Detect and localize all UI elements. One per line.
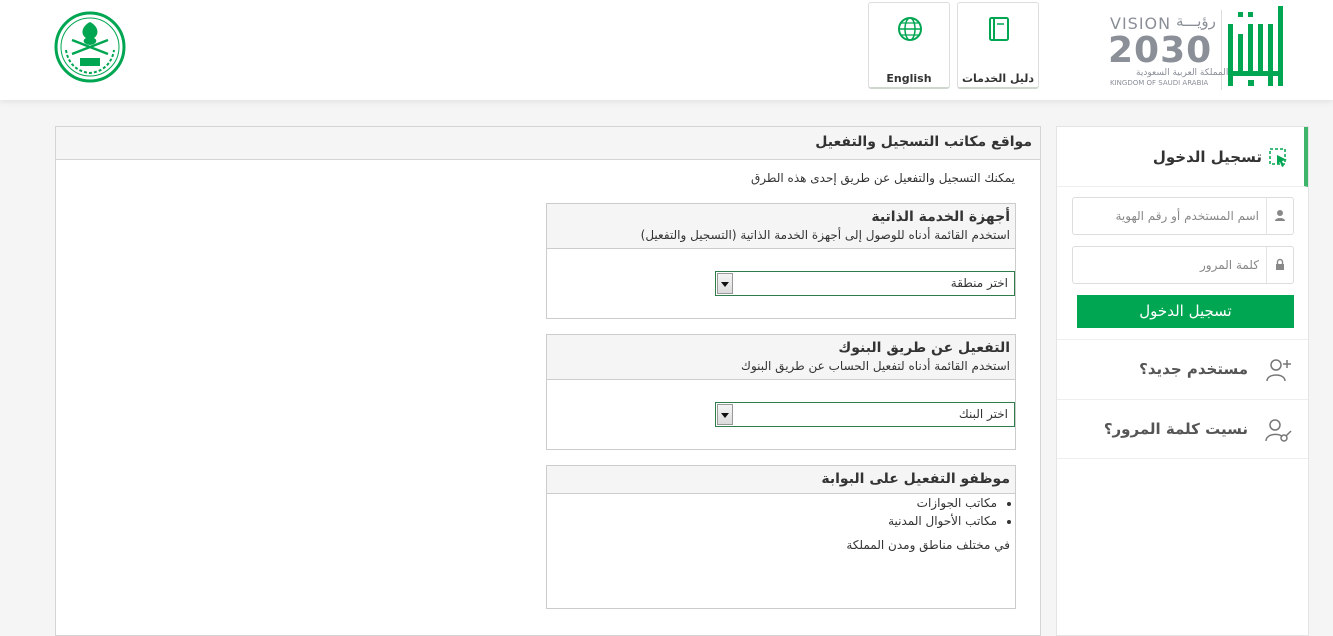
add-user-icon (1264, 356, 1292, 384)
banks-header (547, 335, 1015, 380)
region-select[interactable] (715, 271, 1015, 296)
absher-logo[interactable] (1226, 6, 1286, 92)
staff-header (547, 466, 1015, 494)
login-title: تسجيل الدخول (1152, 148, 1262, 166)
staff-title: موظفو التفعيل على البوابة (821, 471, 1010, 487)
english-language-button[interactable] (868, 2, 950, 89)
vision-ar-text: رؤيـــة (1176, 12, 1216, 30)
login-button[interactable]: تسجيل الدخول (1077, 295, 1294, 328)
kiosks-subtitle: استخدم القائمة أدناه للوصول إلى أجهزة الخدمة الذاتية (التسجيل والتفعيل) (640, 228, 1010, 242)
banks-subtitle: استخدم القائمة أدناه لتفعيل الحساب عن طريق البنوك (741, 359, 1010, 373)
username-placeholder: اسم المستخدم أو رقم الهوية (1115, 209, 1259, 223)
english-label: English (886, 72, 932, 85)
vision-year-text: 2030 (1108, 30, 1213, 71)
forgot-password-link[interactable] (1057, 399, 1308, 459)
kingdom-en-text: KINGDOM OF SAUDI ARABIA (1110, 79, 1209, 87)
staff-offices-list (547, 494, 1015, 530)
service-guide-label: دليل الخدمات (961, 72, 1035, 85)
lock-icon (1266, 247, 1293, 283)
page-title: مواقع مكاتب التسجيل والتفعيل (56, 127, 1040, 160)
staff-note: في مختلف مناطق ومدن المملكة (846, 538, 1010, 552)
new-user-label: مستخدم جديد؟ (1139, 360, 1248, 378)
vision-en-text: VISION (1110, 14, 1172, 33)
registration-offices-panel (55, 126, 1041, 636)
forgot-password-label: نسيت كلمة المرور؟ (1103, 420, 1248, 438)
kiosks-title: أجهزة الخدمة الذاتية (871, 209, 1010, 225)
kiosks-header (547, 204, 1015, 249)
book-icon (985, 15, 1013, 43)
ministry-emblem-logo (52, 10, 128, 84)
user-key-icon (1264, 416, 1292, 444)
globe-icon (896, 15, 924, 43)
login-header (1057, 127, 1308, 187)
vision-2030-logo (1106, 12, 1229, 90)
chevron-down-icon[interactable] (717, 273, 733, 294)
new-user-link[interactable] (1057, 339, 1308, 399)
password-placeholder: كلمة المرور (1199, 258, 1259, 272)
bank-select-value: اختر البنك (958, 407, 1008, 421)
intro-text: يمكنك التسجيل والتفعيل عن طريق إحدى هذه الطرق (750, 171, 1015, 185)
region-select-value: اختر منطقة (950, 276, 1008, 290)
list-item: • مكاتب الأحوال المدنية (547, 512, 997, 530)
site-header (0, 0, 1333, 100)
service-guide-button[interactable] (957, 2, 1039, 89)
kingdom-ar-text: المملكة العربية السعودية (1136, 68, 1229, 78)
cursor-select-icon (1268, 147, 1290, 169)
password-field[interactable] (1072, 246, 1294, 284)
login-sidebar (1056, 126, 1309, 636)
header-divider (1221, 10, 1222, 90)
bank-activation-section (546, 334, 1016, 450)
self-service-kiosks-section (546, 203, 1016, 319)
portal-staff-section (546, 465, 1016, 609)
username-field[interactable] (1072, 197, 1294, 235)
bank-select[interactable] (715, 402, 1015, 427)
chevron-down-icon[interactable] (717, 404, 733, 425)
banks-title: التفعيل عن طريق البنوك (838, 340, 1010, 356)
list-item: • مكاتب الجوازات (547, 494, 997, 512)
user-icon (1266, 198, 1293, 234)
